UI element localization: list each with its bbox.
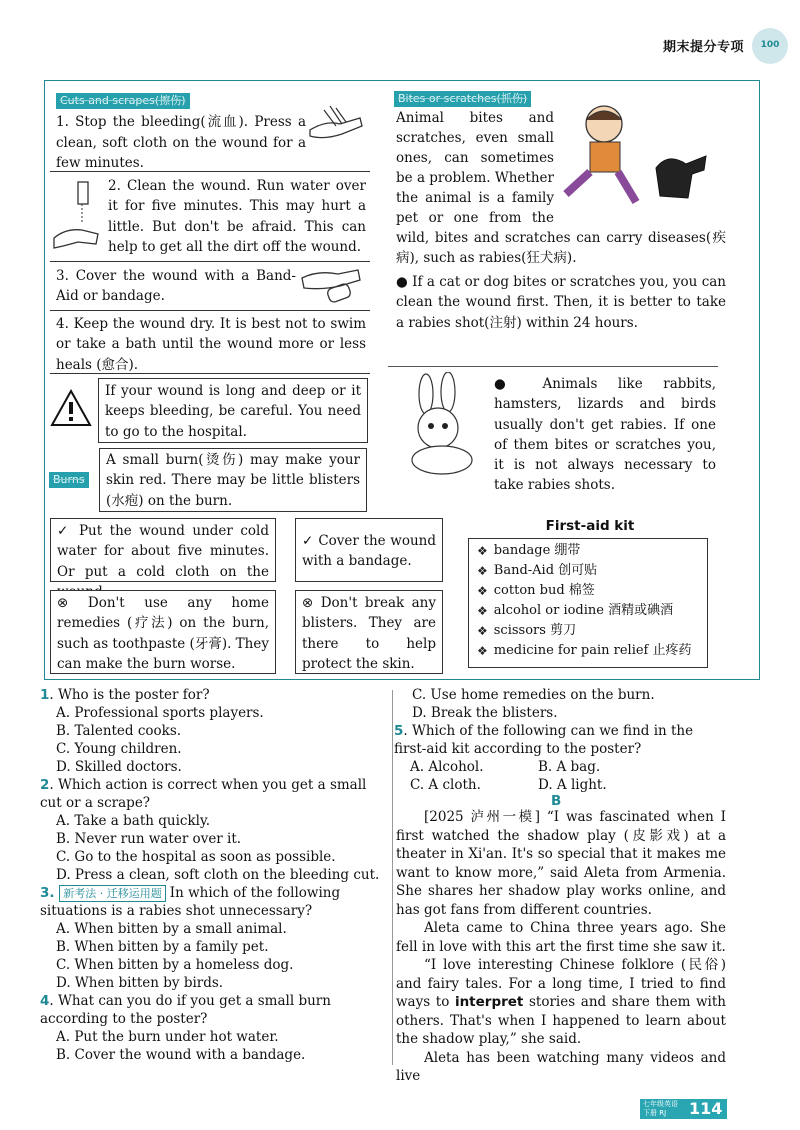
diamond-icon: ❖ <box>477 544 488 558</box>
cross-icon: ⊗ <box>302 595 314 611</box>
question-1: 1. Who is the poster for? A. Professional sports players. B. Talented cooks. C. Young children. D. Skilled doctors. <box>40 686 385 776</box>
option[interactable]: B. A bag. <box>538 759 601 775</box>
divider <box>50 373 370 374</box>
divider <box>50 261 370 262</box>
cross-icon: ⊗ <box>57 595 69 611</box>
passage-b-p4: Aleta has been watching many videos and live <box>396 1049 726 1084</box>
option[interactable]: A. Professional sports players. <box>56 705 264 721</box>
diamond-icon: ❖ <box>477 604 488 618</box>
option[interactable]: B. Cover the wound with a bandage. <box>56 1047 306 1063</box>
option[interactable]: C. Use home remedies on the burn. <box>412 687 655 703</box>
burns-tag: Burns <box>49 472 89 488</box>
kit-box <box>468 538 708 668</box>
diamond-icon: ❖ <box>477 624 488 638</box>
bites-text3: ● Animals like rabbits, hamsters, lizards and birds usually don't get rabies. If one of them bites or scratches you, it is not always necessary to take rabies shots. <box>494 376 716 494</box>
bandage-hand-icon <box>298 264 364 306</box>
burns-intro-box <box>99 448 367 512</box>
option[interactable]: A. When bitten by a small animal. <box>56 921 287 937</box>
option[interactable]: D. A light. <box>538 777 607 793</box>
divider <box>50 171 370 172</box>
boy-chased-by-dog-icon <box>556 98 716 216</box>
option[interactable]: B. When bitten by a family pet. <box>56 939 269 955</box>
cuts-step1: 1. Stop the bleeding(流血). Press a clean, soft cloth on the wound for a few minutes. <box>56 114 306 171</box>
bites-text2: ● If a cat or dog bites or scratches you, you can clean the wound first. Then, it is better to take a rabies shot(注射) within 24 hours. <box>396 274 726 331</box>
page-footer <box>640 1098 790 1120</box>
cuts-step2: 2. Clean the wound. Run water over it for five minutes. This may hurt a little. But don't be afraid. This can help to get all the dirt off the wound. <box>108 178 366 255</box>
warning-box <box>98 378 368 443</box>
rabbit-icon <box>394 372 486 478</box>
kit-item: ❖ scissors 剪刀 <box>477 623 577 639</box>
bites-text1-end: wild, bites and scratches can carry diseases(疾病), such as rabies(狂犬病). <box>396 230 726 267</box>
kit-item: ❖ medicine for pain relief 止疼药 <box>477 643 692 659</box>
question-4-continued <box>396 686 726 722</box>
question-3: 3. 新考法 · 迁移运用题 In which of the following situations is a rabies shot unnecessary? A. When bitten by a small animal. B. When bitten by a family pet. C. When bitten by a homeless dog. D. When bitten by birds. <box>40 884 385 992</box>
option[interactable]: B. Never run water over it. <box>56 831 242 847</box>
option[interactable]: D. When bitten by birds. <box>56 975 224 991</box>
kit-title: First-aid kit <box>545 518 635 534</box>
kit-item: ❖ alcohol or iodine 酒精或碘酒 <box>477 603 674 619</box>
passage-b <box>396 808 726 1086</box>
burns-do2: Cover the wound with a bandage. <box>302 533 437 570</box>
burns-intro: A small burn(烫伤) may make your skin red. There may be little blisters (水疱) on the burn. <box>106 452 360 509</box>
burns-dont2-box <box>295 590 443 674</box>
burns-dont2: Don't break any blisters. They are there to help protect the skin. <box>302 595 436 672</box>
burns-dont1: Don't use any home remedies (疗法) on the burn, such as toothpaste (牙膏). They can make the burn worse. <box>57 595 269 672</box>
cuts-step3: 3. Cover the wound with a Band-Aid or bandage. <box>56 268 296 305</box>
diamond-icon: ❖ <box>477 564 488 578</box>
cuts-step4: 4. Keep the wound dry. It is best not to swim or take a bath until the wound more or less heals (愈合). <box>56 316 366 373</box>
burns-do2-box <box>295 518 443 582</box>
diamond-icon: ❖ <box>477 584 488 598</box>
option[interactable]: D. Break the blisters. <box>412 705 558 721</box>
kit-item: ❖ bandage 绷带 <box>477 543 581 559</box>
cuts-tag: Cuts and scrapes(擦伤) <box>56 93 190 109</box>
passage-b-p2: Aleta came to China three years ago. She fell in love with this art the first time she saw it. <box>396 920 726 955</box>
check-icon: ✓ <box>57 523 72 539</box>
option[interactable]: A. Take a bath quickly. <box>56 813 211 829</box>
warning-icon <box>50 388 92 428</box>
burns-dont1-box <box>50 590 276 674</box>
kit-item: ❖ Band-Aid 创可贴 <box>477 563 598 579</box>
diamond-icon: ❖ <box>477 644 488 658</box>
bites-text1-part <box>396 108 554 230</box>
option[interactable]: D. Skilled doctors. <box>56 759 182 775</box>
brand-logo-icon: 100 <box>752 28 788 64</box>
option[interactable]: D. Press a clean, soft cloth on the bleeding cut. <box>56 867 380 883</box>
burns-do1: Put the wound under cold water for about five minutes. Or put a cold cloth on the <box>57 523 269 580</box>
bites-tag: Bites or scratches(抓伤) <box>394 91 531 107</box>
passage-b-p3: “I love interesting Chinese folklore (民俗) and fairy tales. For a long time, I tried to find ways to interpret stories and share them with others. That's when I happened to learn about the shadow play,” she said. <box>396 957 726 1047</box>
burns-do1-box <box>50 518 276 582</box>
bites-section <box>394 88 574 108</box>
question-5: 5. Which of the following can we find in the first-aid kit according to the poster? A. Alcohol. B. A bag. C. A cloth. D. A light. <box>394 723 694 793</box>
question-2: 2. Which action is correct when you get a small cut or a scrape? A. Take a bath quickly. B. Never run water over it. C. Go to the hospital as soon as possible. D. Press a clean, soft cloth on the bleeding cut. <box>40 776 385 884</box>
warning-text: If your wound is long and deep or it keeps bleeding, be careful. You need to go to the hospital. <box>105 383 361 440</box>
footer-label: 七年级英语 下册 RJ <box>640 1099 684 1119</box>
tap-water-hand-icon <box>52 178 102 254</box>
page-header <box>588 36 780 60</box>
divider <box>388 366 718 367</box>
kit-item: ❖ cotton bud 棉签 <box>477 583 595 599</box>
check-icon: ✓ <box>302 533 314 549</box>
option[interactable]: C. Young children. <box>56 741 182 757</box>
divider <box>50 310 370 311</box>
header-title: 期末提分专项 <box>662 40 744 56</box>
bites-text1: Animal bites and scratches, even small ones, can sometimes be a problem. Whether the animal is a family pet or one from the <box>396 110 554 226</box>
column-divider <box>392 690 393 1065</box>
page-number: 114 <box>684 1099 727 1119</box>
hand-press-cloth-icon <box>306 100 366 144</box>
option[interactable]: C. When bitten by a homeless dog. <box>56 957 294 973</box>
question-4: 4. What can you do if you get a small burn according to the poster? A. Put the burn under hot water. B. Cover the wound with a bandage. <box>40 992 385 1064</box>
question-badge: 新考法 · 迁移运用题 <box>59 885 166 902</box>
kit-list <box>477 541 699 661</box>
passage-b-label: B <box>551 793 562 809</box>
option[interactable]: A. Put the burn under hot water. <box>56 1029 279 1045</box>
option[interactable]: C. Go to the hospital as soon as possible. <box>56 849 336 865</box>
passage-b-p1: [2025 泸州一模] “I was fascinated when I first watched the shadow play (皮影戏) at a theater in Xi'an. It's so special that it makes me want to know more,” said Aleta from Armenia. She shares her shadow play works online, and has got fans from different countries. <box>396 809 726 918</box>
option[interactable]: B. Talented cooks. <box>56 723 182 739</box>
option[interactable]: A. Alcohol. <box>410 759 484 775</box>
option[interactable]: C. A cloth. <box>410 777 481 793</box>
